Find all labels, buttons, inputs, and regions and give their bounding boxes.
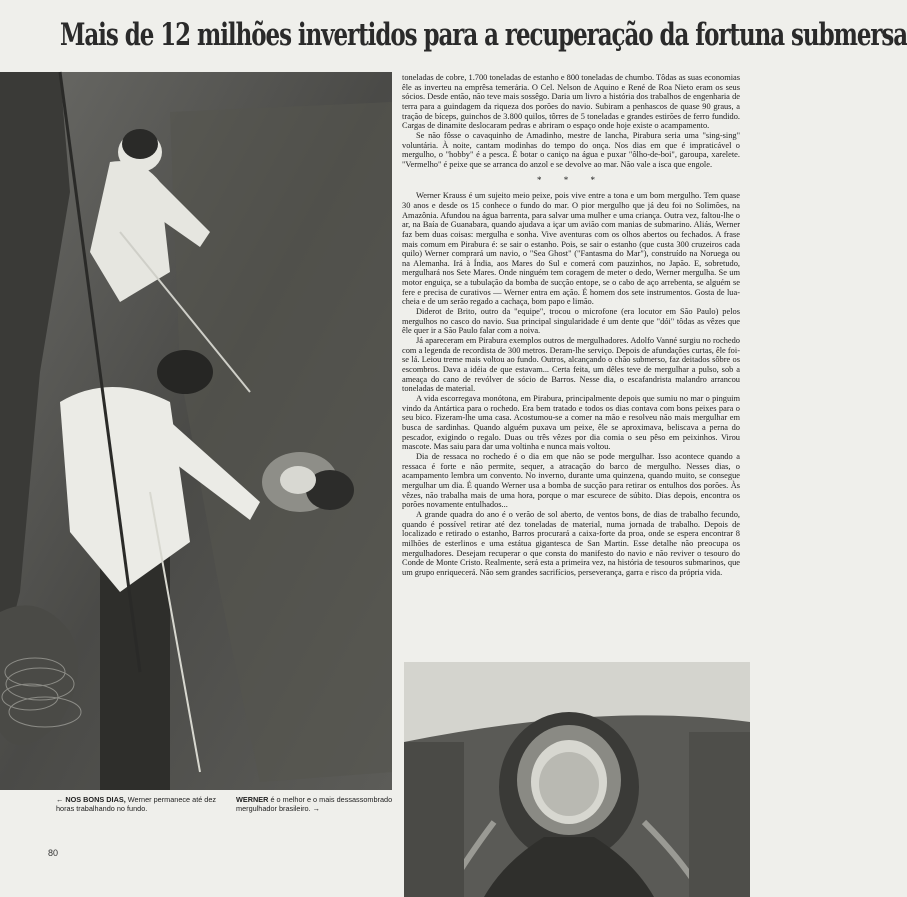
paragraph: A grande quadra do ano é o verão de sol aberto, de ventos bons, de dias de trabalho fecundo, quando é possível retirar até dez toneladas de material, numa jornada de trabalho. Depois de localizado e retirado o estanho, Barros procurará a caixa-forte da proa, onde se espera encontrar 8 milhões de esterlinos e uma estátua gigantesca de San Martin. Esse detalhe não preocupa os mergulhadores. Desejam recuperar o que consta do manifesto do navio e não reviver o tesouro do Conde de Monte Cristo. Realmente, será esta a primeira vez, na história de tesouros submarinos, que um grupo enriquecerá. Não sem grandes sacrifícios, perseverança, garra e risco da própria vida. (402, 509, 740, 577)
paragraph: Dia de ressaca no rochedo é o dia em que não se pode mergulhar. Isso acontece quando a ressaca é forte e não permite, sequer, a atracação do barco de mergulho. Nesses dias, o acampamento lembra um convento. No inverno, durante uma quinzena, quando muito, se consegue mergulhar um dia. É quando Werner usa a bomba de sucção para retirar os entulhos dos porões. Às vêzes, não trabalha mais de uma hora, porque o mar escurece de súbito. Dias depois, encontra os porões novamente entulhados... (402, 451, 740, 510)
article-body (402, 73, 740, 670)
caption-left-text: Werner permanece até dez horas trabalhando no fundo. (56, 795, 217, 813)
paragraph: Diderot de Brito, outro da "equipe", trocou o microfone (era locutor em São Paulo) pelos mergulhos no casco do navio. Sua principal singularidade é um dente que "dói" tôdas as vêzes que êle quer ir a São Paulo falar com a noiva. (402, 307, 740, 336)
caption-arrow-right: → (312, 804, 320, 813)
caption-right-text: é o melhor e o mais dessassombrado mergulhador brasileiro. (236, 795, 393, 813)
page-number: 80 (48, 848, 59, 858)
paragraph: Já apareceram em Pirabura exemplos outros de mergulhadores. Adolfo Vanné surgiu no rochedo com a legenda de recordista de 300 metros. Deram-lhe serviço. Depois de afundações curtas, êle foi-se lá. Leiou treme mais voltou ao fundo. Outros, alcançando o chão submerso, faz deitados sôbre os escombros. Dava a idéia de que estavam... Certa feita, um dêles teve de mergulhar a pulso, sob a ameaça do cano de revólver de sócio de Barros. Nesse dia, o escafandrista malandro arrancou toneladas de material. (402, 336, 740, 394)
caption-right (236, 795, 396, 813)
headline: Mais de 12 milhões invertidos para a recuperação da fortuna submersa (60, 17, 907, 53)
caption-left (56, 795, 224, 813)
photo-diver-helmet (404, 662, 750, 897)
caption-left-lead: NOS BONS DIAS, (65, 795, 126, 804)
caption-arrow-left: ← (56, 795, 64, 804)
paragraph: A vida escorregava monótona, em Pirabura, principalmente depois que sumiu no mar o pinguim vindo da Antártica para o rochedo. Era bem tratado e todos os dias contava com bons peixes para o seu bico. Fizeram-lhe uma casa. Acostumou-se a comer na mão e resolveu não mais mergulhar em busca de sardinhas. Quando alguém puxava um peixe, êle se aproximava, beliscava a perna do pescador, exigindo o regalo. Duas ou três vêzes por dia comia o seu pêso em peixinhos. Virou mascote. Mas saiu para dar uma voltinha e nunca mais voltou. (402, 394, 740, 452)
photo-divers-boat (0, 72, 392, 790)
paragraph: Se não fôsse o cavaquinho de Amadinho, mestre de lancha, Pirabura seria uma "sing-sing" voluntária. À noite, cantam modinhas do tempo do onça. Nos dias em que é impraticável o mergulho, o "hobby" é a pesca. É botar o caniço na água e puxar "ôlho-de-boi", garoupa, xarelete. "Vermelho" é peixe que se arranca do anzol e se devolve ao mar. Não vale a isca que engole. (402, 130, 740, 169)
paragraph: toneladas de cobre, 1.700 toneladas de estanho e 800 toneladas de chumbo. Tôdas as suas economias êle as inverteu na emprêsa temerária. O Cel. Nelson de Aquino e René de Roa Nieto eram os seus sócios. Desde então, não teve mais sossêgo. Daria um livro a história dos trabalhos de engenharia de terra para a guindagem da riqueza dos porões do navio. Subiram a penhascos de quase 90 graus, a tração de bíceps, guinchos de 3.800 quilos, tôrres de 5 toneladas e grandes estirões de ferro fundido. Cargas de dinamite deslocaram pedras e abriram o espaço onde hoje existe o acampamento. (402, 73, 741, 131)
caption-right-lead: WERNER (236, 795, 269, 804)
section-separator: * * * (537, 174, 605, 185)
paragraph: Werner Krauss é um sujeito meio peixe, pois vive entre a tona e um bom mergulho. Tem quase 30 anos e desde os 15 conhece o fundo do mar. O pior mergulho que já deu foi no Solimões, na Amazônia. Afundou na água barrenta, para salvar uma mulher e uma criança. Outra vez, faltou-lhe o ar, na Baía de Guanabara, quando ajudava a içar um avião com manias de submarino. Aliás, Werner faz bem duas coisas: mergulha e sonha. Vive aventuras com os olhos abertos ou fechados. A frase mais comum em Pirabura é: se sair o estanho. Pois, se sair o estanho (que custa 300 cruzeiros cada quilo) Werner comprará um navio, o "Sea Ghost" ("Fantasma do Mar"), construído na Noruega ou na Alemanha. Irá à Índia, aos Mares do Sul e comerá com pauzinhos, no Japão. E, sobretudo, mergulhará nos Sete Mares. Onde ninguém tem coragem de meter o dedo, Werner mergulha. Se um motor enguiça, se a tubulação da bomba de sucção entope, se o cabo de aço arrebenta, se alguém se fere e precisa de curativos — Werner entra em ação. É homem dos sete instrumentos. Gosta de lua-cheia e de um serão regado a cachaça, bom papo e limão. (402, 191, 740, 307)
